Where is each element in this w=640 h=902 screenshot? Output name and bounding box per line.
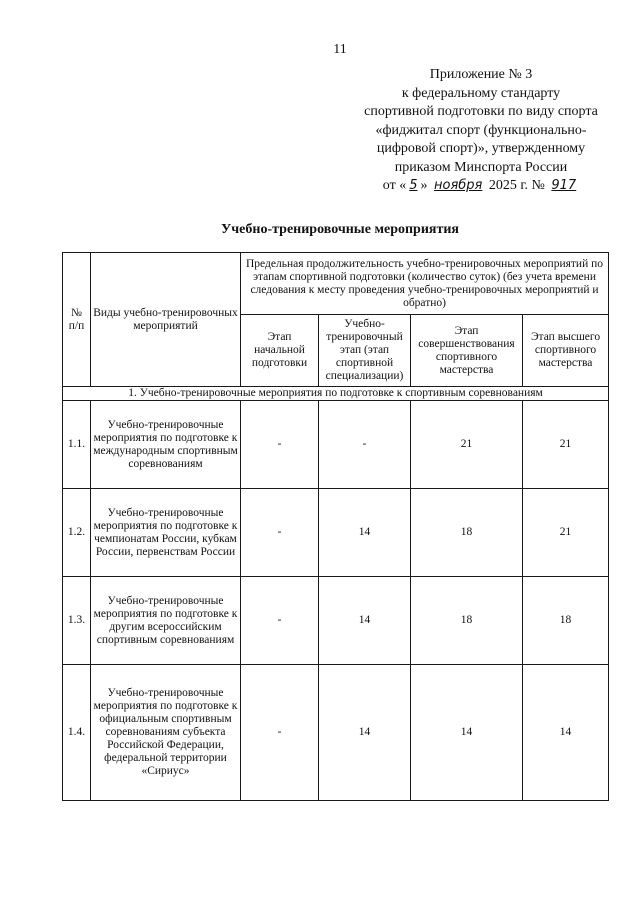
header-stage: Этап высшего спортивного мастерства	[523, 315, 609, 387]
row-value: 21	[523, 401, 609, 489]
handwritten-month: ноября	[433, 178, 483, 193]
header-duration-group: Предельная продолжительность учебно-тренировочных мероприятий по этапам спортивной подготовки (количество суток) (без учета времени следования к месту проведения учебно-тренировочных мероприятий и обратно)	[241, 253, 609, 315]
row-value: 14	[411, 665, 523, 801]
table-row	[63, 577, 609, 665]
header-stage: Этап совершенствования спортивного мастерства	[411, 315, 523, 387]
appendix-line: спортивной подготовки по виду спорта	[364, 104, 598, 119]
date-mid: »	[420, 178, 428, 193]
row-value: -	[319, 401, 411, 489]
row-value: 18	[411, 489, 523, 577]
row-value: 21	[523, 489, 609, 577]
handwritten-order-number: 917	[551, 178, 577, 193]
appendix-block	[352, 66, 610, 196]
header-stage: Учебно-тренировочный этап (этап спортивной специализации)	[319, 315, 411, 387]
header-stage: Этап начальной подготовки	[241, 315, 319, 387]
section-row	[63, 387, 609, 401]
appendix-line: Приложение № 3	[429, 67, 533, 82]
row-value: 18	[523, 577, 609, 665]
appendix-line: цифровой спорт)», утвержденному	[376, 141, 586, 156]
row-name: Учебно-тренировочные мероприятия по подготовке к чемпионатам России, кубкам России, первенствам России	[91, 489, 241, 577]
row-name: Учебно-тренировочные мероприятия по подготовке к другим всероссийским спортивным соревнованиям	[91, 577, 241, 665]
table-header-row	[63, 253, 609, 315]
page-number: 11	[333, 42, 347, 57]
training-events-table	[62, 252, 609, 801]
date-prefix: от «	[382, 178, 407, 193]
row-num: 1.2.	[63, 489, 91, 577]
row-value: 18	[411, 577, 523, 665]
row-num: 1.1.	[63, 401, 91, 489]
row-value: 14	[523, 665, 609, 801]
document-title: Учебно-тренировочные мероприятия	[221, 222, 459, 237]
row-name: Учебно-тренировочные мероприятия по подготовке к международным спортивным соревнованиям	[91, 401, 241, 489]
row-name: Учебно-тренировочные мероприятия по подготовке к официальным спортивным соревнованиям субъекта Российской Федерации, федеральной территории «Сириус»	[91, 665, 241, 801]
header-kinds: Виды учебно-тренировочных мероприятий	[91, 253, 241, 387]
row-value: -	[241, 577, 319, 665]
order-date-line	[352, 177, 610, 196]
handwritten-day: 5	[409, 178, 418, 193]
appendix-line: «фиджитал спорт (функционально-	[375, 122, 587, 138]
header-num: № п/п	[63, 253, 91, 387]
appendix-line: приказом Минспорта России	[394, 159, 568, 175]
row-value: -	[241, 665, 319, 801]
section-title: 1. Учебно-тренировочные мероприятия по подготовке к спортивным соревнованиям	[63, 387, 609, 401]
table-row	[63, 665, 609, 801]
row-num: 1.3.	[63, 577, 91, 665]
table-row	[63, 489, 609, 577]
row-value: -	[241, 401, 319, 489]
row-value: 14	[319, 489, 411, 577]
year-text: 2025 г. №	[488, 178, 545, 193]
appendix-line: к федеральному стандарту	[401, 85, 561, 101]
row-value: 14	[319, 665, 411, 801]
row-value: 14	[319, 577, 411, 665]
row-value: 21	[411, 401, 523, 489]
table-row	[63, 401, 609, 489]
row-num: 1.4.	[63, 665, 91, 801]
row-value: -	[241, 489, 319, 577]
